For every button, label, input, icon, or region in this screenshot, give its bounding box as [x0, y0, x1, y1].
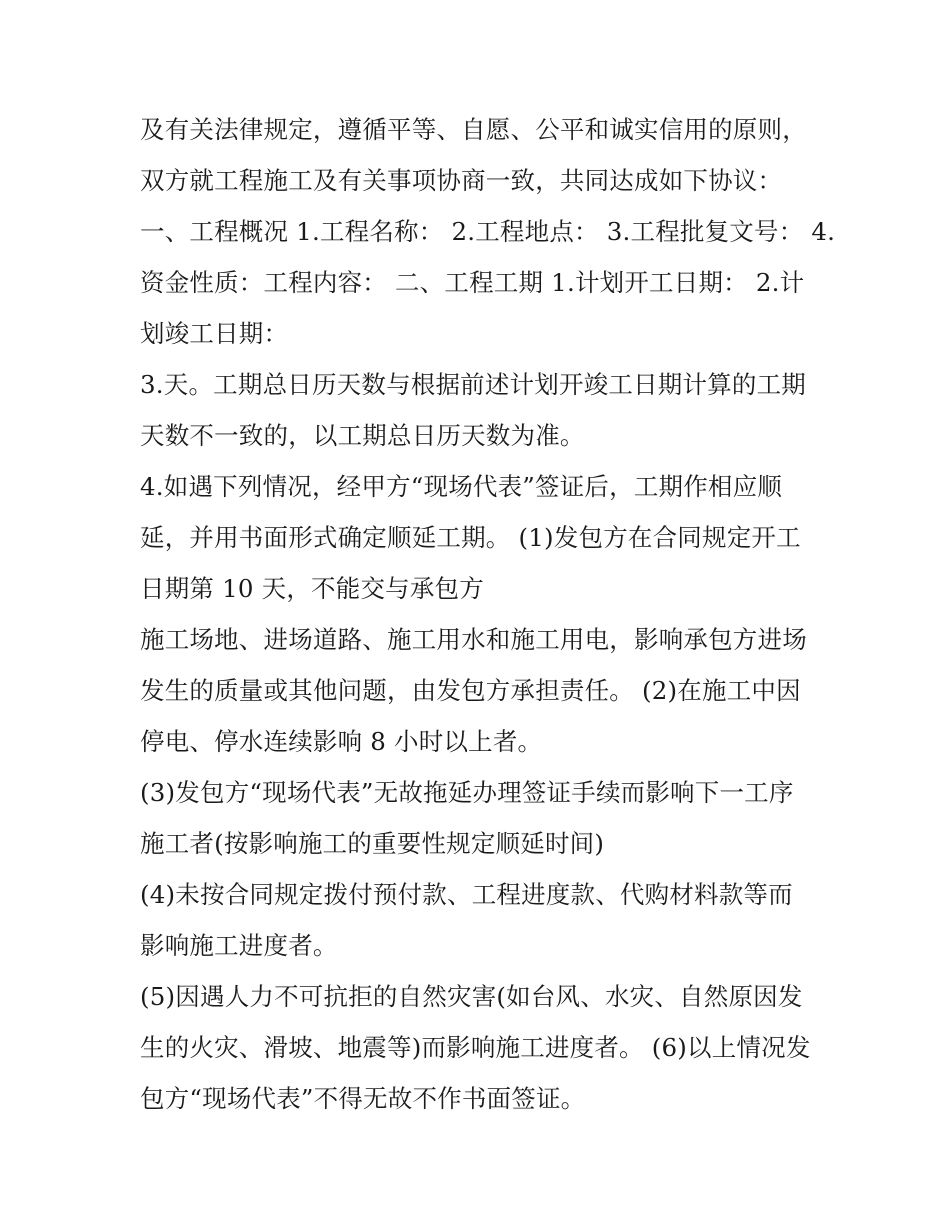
text-line: 双方就工程施工及有关事项协商一致，共同达成如下协议：	[140, 166, 783, 195]
text-line: 包方“现场代表”不得无故不作书面签证。	[140, 1084, 586, 1113]
text-line: 日期第 10 天，不能交与承包方	[140, 574, 484, 603]
text-line: 施工场地、进场道路、施工用水和施工用电，影响承包方进场	[140, 625, 807, 654]
text-line: 资金性质：工程内容： 二、工程工期 1.计划开工日期： 2.计	[140, 268, 805, 297]
text-line: 天数不一致的，以工期总日历天数为准。	[140, 421, 585, 450]
text-line: 影响施工进度者。	[140, 931, 338, 960]
text-line: 一、工程概况 1.工程名称： 2.工程地点： 3.工程批复文号： 4.	[140, 217, 836, 246]
text-line: 停电、停水连续影响 8 小时以上者。	[140, 727, 543, 756]
text-line: 划竣工日期：	[140, 319, 289, 348]
text-line: (5)因遇人力不可抗拒的自然灾害(如台风、水灾、自然原因发	[140, 982, 803, 1011]
text-line: 生的火灾、滑坡、地震等)而影响施工进度者。 (6)以上情况发	[140, 1033, 811, 1062]
text-line: 及有关法律规定，遵循平等、自愿、公平和诚实信用的原则，	[140, 115, 807, 144]
text-line: (3)发包方“现场代表”无故拖延办理签证手续而影响下一工序	[140, 778, 794, 807]
document-body	[140, 104, 836, 1124]
text-line: (4)未按合同规定拨付预付款、工程进度款、代购材料款等而	[140, 880, 793, 909]
text-line: 发生的质量或其他问题，由发包方承担责任。 (2)在施工中因	[140, 676, 801, 705]
text-line: 施工者(按影响施工的重要性规定顺延时间)	[140, 829, 605, 858]
text-line: 延，并用书面形式确定顺延工期。 (1)发包方在合同规定开工	[140, 523, 801, 552]
text-line: 4.如遇下列情况，经甲方“现场代表”签证后，工期作相应顺	[140, 472, 783, 501]
text-line: 3.天。工期总日历天数与根据前述计划开竣工日期计算的工期	[140, 370, 806, 399]
